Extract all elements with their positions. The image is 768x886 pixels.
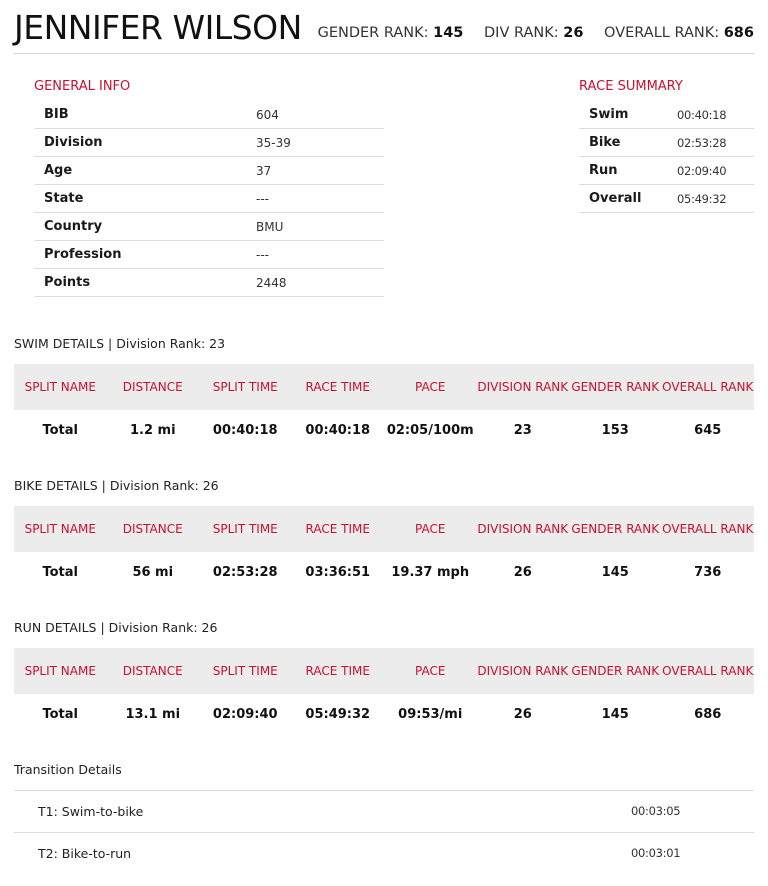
- info-value: BMU: [256, 213, 384, 241]
- info-label: Profession: [34, 241, 256, 269]
- run-details-table: [14, 648, 754, 734]
- col-division-rank: DIVISION RANK: [477, 648, 570, 694]
- col-split-name: SPLIT NAME: [14, 648, 107, 694]
- col-overall-rank: OVERALL RANK: [662, 364, 755, 410]
- cell-division-rank: 26: [513, 706, 532, 722]
- table-row: [34, 157, 384, 185]
- col-split-name: SPLIT NAME: [14, 364, 107, 410]
- table-row: [34, 101, 384, 129]
- rank-summary: [302, 25, 754, 41]
- col-split-time: SPLIT TIME: [199, 364, 292, 410]
- info-label: State: [34, 185, 256, 213]
- cell-pace: 09:53/mi: [398, 706, 463, 722]
- div-rank-value: 26: [563, 25, 584, 41]
- table-row: [14, 694, 754, 734]
- info-value: ---: [256, 185, 384, 213]
- overall-rank: [604, 25, 754, 41]
- cell-split-time: 02:09:40: [212, 706, 278, 722]
- run-details-title: RUN DETAILS | Division Rank: 26: [14, 620, 218, 635]
- col-distance: DISTANCE: [107, 648, 200, 694]
- summary-label: Swim: [579, 101, 677, 129]
- info-label: BIB: [34, 101, 256, 129]
- summary-label: Overall: [579, 185, 677, 213]
- table-row: [34, 129, 384, 157]
- summary-value: 00:40:18: [677, 101, 754, 129]
- col-pace: PACE: [384, 506, 477, 552]
- swim-details-title: SWIM DETAILS | Division Rank: 23: [14, 336, 226, 351]
- cell-split-time: 02:53:28: [212, 564, 278, 580]
- cell-pace: 02:05/100m: [386, 422, 474, 438]
- summary-value: 05:49:32: [677, 185, 754, 213]
- cell-division-rank: 23: [513, 422, 532, 438]
- summary-label: Bike: [579, 129, 677, 157]
- table-header-row: [14, 506, 754, 552]
- table-row: [579, 101, 754, 129]
- bike-details-table: [14, 506, 754, 592]
- table-row: [14, 552, 754, 592]
- swim-details-table: [14, 364, 754, 450]
- cell-race-time: 00:40:18: [305, 422, 371, 438]
- col-split-time: SPLIT TIME: [199, 506, 292, 552]
- gender-rank-value: 145: [433, 25, 464, 41]
- cell-overall-rank: 645: [694, 422, 722, 438]
- athlete-name: JENNIFER WILSON: [14, 8, 302, 47]
- transition-time: 00:03:01: [631, 846, 681, 860]
- col-race-time: RACE TIME: [292, 364, 385, 410]
- summary-value: 02:09:40: [677, 157, 754, 185]
- transition-details-title: Transition Details: [14, 762, 122, 777]
- gender-rank: [318, 25, 464, 41]
- summary-label: Run: [579, 157, 677, 185]
- general-info-title: GENERAL INFO: [34, 79, 131, 94]
- table-row: [34, 185, 384, 213]
- bike-details-title: BIKE DETAILS | Division Rank: 26: [14, 478, 219, 493]
- transition-time: 00:03:05: [631, 804, 681, 818]
- div-rank: [484, 25, 583, 41]
- gender-rank-label: GENDER RANK:: [317, 25, 429, 41]
- info-value: 604: [256, 101, 384, 129]
- table-row: [579, 185, 754, 213]
- overall-rank-label: OVERALL RANK:: [604, 25, 720, 41]
- race-summary-table: [579, 101, 754, 213]
- col-division-rank: DIVISION RANK: [477, 506, 570, 552]
- cell-split-name: Total: [42, 706, 78, 722]
- col-split-time: SPLIT TIME: [199, 648, 292, 694]
- athlete-header: [14, 0, 754, 54]
- info-value: ---: [256, 241, 384, 269]
- transition-row-t1: [14, 790, 754, 832]
- cell-gender-rank: 145: [601, 564, 629, 580]
- table-row: [34, 241, 384, 269]
- cell-gender-rank: 145: [601, 706, 629, 722]
- table-row: [14, 410, 754, 450]
- table-row: [34, 269, 384, 297]
- col-overall-rank: OVERALL RANK: [662, 648, 755, 694]
- overall-rank-value: 686: [723, 25, 754, 41]
- cell-split-name: Total: [42, 422, 78, 438]
- cell-race-time: 03:36:51: [305, 564, 371, 580]
- general-info-table: [34, 101, 384, 297]
- summary-value: 02:53:28: [677, 129, 754, 157]
- info-label: Country: [34, 213, 256, 241]
- col-pace: PACE: [384, 648, 477, 694]
- table-row: [579, 157, 754, 185]
- col-race-time: RACE TIME: [292, 648, 385, 694]
- col-race-time: RACE TIME: [292, 506, 385, 552]
- cell-race-time: 05:49:32: [305, 706, 371, 722]
- info-value: 35-39: [256, 129, 384, 157]
- cell-split-time: 00:40:18: [212, 422, 278, 438]
- info-label: Division: [34, 129, 256, 157]
- cell-split-name: Total: [42, 564, 78, 580]
- info-label: Age: [34, 157, 256, 185]
- col-gender-rank: GENDER RANK: [569, 648, 662, 694]
- col-split-name: SPLIT NAME: [14, 506, 107, 552]
- div-rank-label: DIV RANK:: [484, 25, 559, 41]
- transition-row-t2: [14, 832, 754, 874]
- info-value: 2448: [256, 269, 384, 297]
- cell-overall-rank: 686: [694, 706, 722, 722]
- info-label: Points: [34, 269, 256, 297]
- cell-distance: 56 mi: [132, 564, 174, 580]
- cell-distance: 1.2 mi: [129, 422, 176, 438]
- col-distance: DISTANCE: [107, 364, 200, 410]
- col-division-rank: DIVISION RANK: [477, 364, 570, 410]
- table-header-row: [14, 364, 754, 410]
- cell-overall-rank: 736: [694, 564, 722, 580]
- race-summary-title: RACE SUMMARY: [579, 79, 683, 94]
- cell-division-rank: 26: [513, 564, 532, 580]
- cell-gender-rank: 153: [601, 422, 629, 438]
- transition-label: T2: Bike-to-run: [38, 846, 132, 861]
- transition-label: T1: Swim-to-bike: [38, 804, 144, 819]
- col-pace: PACE: [384, 364, 477, 410]
- table-row: [579, 129, 754, 157]
- col-distance: DISTANCE: [107, 506, 200, 552]
- col-gender-rank: GENDER RANK: [569, 506, 662, 552]
- cell-pace: 19.37 mph: [391, 564, 470, 580]
- table-row: [34, 213, 384, 241]
- col-overall-rank: OVERALL RANK: [662, 506, 755, 552]
- cell-distance: 13.1 mi: [125, 706, 181, 722]
- col-gender-rank: GENDER RANK: [569, 364, 662, 410]
- table-header-row: [14, 648, 754, 694]
- info-value: 37: [256, 157, 384, 185]
